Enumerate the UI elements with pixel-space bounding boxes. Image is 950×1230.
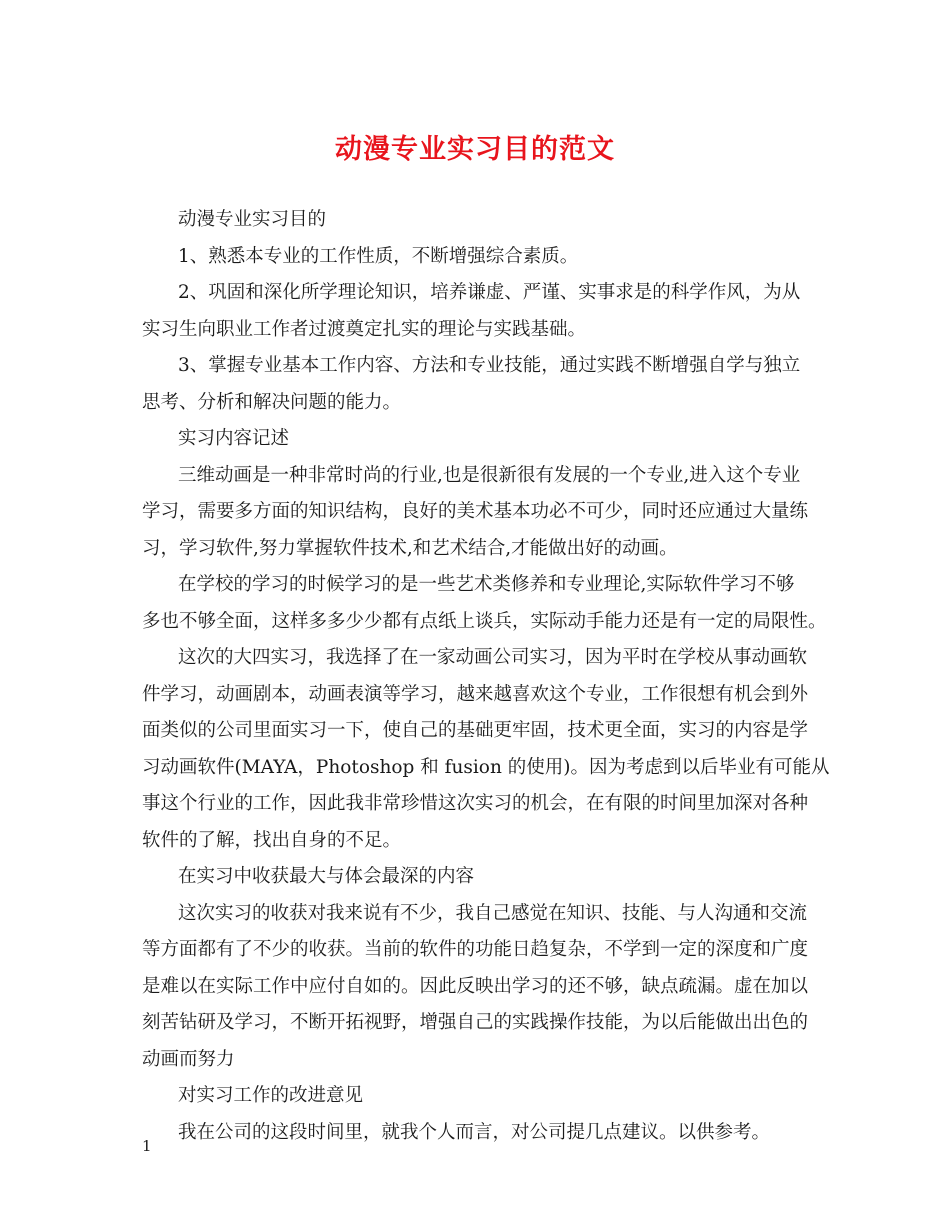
text-line: 等方面都有了不少的收获。当前的软件的功能日趋复杂，不学到一定的深度和广度 [142, 939, 809, 960]
text-line: 这次的大四实习，我选择了在一家动画公司实习，因为平时在学校从事动画软 [178, 647, 808, 668]
text-line: 刻苦钻研及学习，不断开拓视野，增强自己的实践操作技能，为以后能做出出色的 [142, 1012, 809, 1033]
text-line: 3、掌握专业基本工作内容、方法和专业技能，通过实践不断增强自学与独立 [178, 355, 801, 376]
text-line: 这次实习的收获对我来说有不少，我自己感觉在知识、技能、与人沟通和交流 [178, 902, 808, 924]
text-line: 三维动画是一种非常时尚的行业,也是很新很有发展的一个专业,进入这个专业 [178, 464, 801, 486]
text-line: 实习内容记述 [178, 428, 290, 449]
text-line: 在学校的学习的时候学习的是一些艺术类修养和专业理论,实际软件学习不够 [178, 574, 795, 595]
text-line: 习，学习软件,努力掌握软件技术,和艺术结合,才能做出好的动画。 [142, 537, 678, 559]
text-line: 对实习工作的改进意见 [178, 1085, 364, 1106]
text-line: 在实习中收获最大与体会最深的内容 [178, 866, 475, 887]
text-line: 实习生向职业工作者过渡奠定扎实的理论与实践基础。 [142, 318, 587, 340]
page-number: 1 [142, 1137, 152, 1155]
document-body [142, 202, 830, 1151]
text-line: 学习，需要多方面的知识结构，良好的美术基本功必不可少，同时还应通过大量练 [142, 501, 809, 522]
text-line: 多也不够全面，这样多多少少都有点纸上谈兵，实际动手能力还是有一定的局限性。 [142, 610, 827, 632]
text-line: 事这个行业的工作，因此我非常珍惜这次实习的机会，在有限的时间里加深对各种 [142, 793, 809, 814]
text-line: 件学习，动画剧本，动画表演等学习，越来越喜欢这个专业，工作很想有机会到外 [142, 683, 809, 705]
text-line: 2、巩固和深化所学理论知识，培养谦虚、严谨、实事求是的科学作风，为从 [178, 282, 801, 303]
page-title: 动漫专业实习目的范文 [335, 134, 615, 165]
text-line: 是难以在实际工作中应付自如的。因此反映出学习的还不够，缺点疏漏。虚在加以 [142, 975, 809, 997]
text-line: 习动画软件(MAYA，Photoshop 和 fusion 的使用)。因为考虑到以后毕业有可能从 [142, 756, 830, 778]
text-line: 面类似的公司里面实习一下，使自己的基础更牢固，技术更全面，实习的内容是学 [142, 720, 809, 741]
text-line: 思考、分析和解决问题的能力。 [142, 391, 402, 413]
text-line: 我在公司的这段时间里，就我个人而言，对公司提几点建议。以供参考。 [178, 1121, 771, 1143]
text-line: 1、熟悉本专业的工作性质，不断增强综合素质。 [178, 245, 579, 267]
text-line: 动画而努力 [142, 1048, 235, 1070]
text-line: 动漫专业实习目的 [178, 209, 327, 230]
text-line: 软件的了解，找出自身的不足。 [142, 829, 402, 851]
